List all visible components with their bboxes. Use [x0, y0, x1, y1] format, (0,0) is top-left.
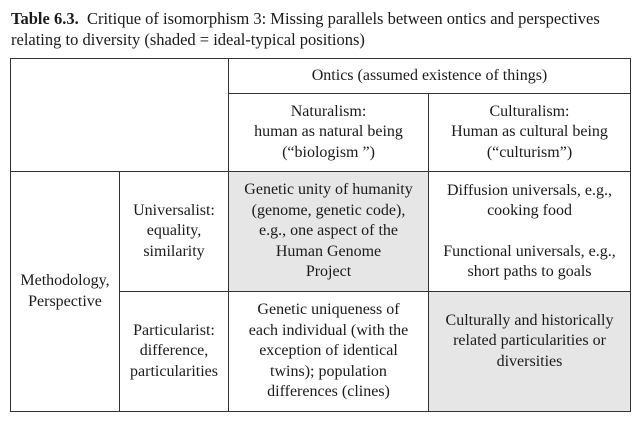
- functional-universals-line-1: Functional universals, e.g.,: [443, 242, 616, 260]
- genetic-uniqueness-line-2: each individual (with the: [248, 321, 409, 339]
- culturalism-subtitle: Human as cultural being: [451, 123, 608, 141]
- cell-particularist-culturalism: [429, 292, 631, 412]
- methodology-label: Methodology,: [20, 272, 110, 289]
- table-number: Table 6.3.: [11, 9, 79, 28]
- perspective-label: Perspective: [28, 292, 102, 310]
- trailing-space: [433, 372, 626, 392]
- table-caption-text: Critique of isomorphism 3: Missing parallels between ontics and perspectives relating to diversity (shaded = ideal-typical positions): [11, 9, 600, 49]
- genetic-uniqueness-line-4: twins); population: [270, 362, 387, 380]
- genetic-unity-line-3: e.g., one aspect of the: [258, 222, 399, 240]
- universalist-row-header: [120, 172, 229, 292]
- cultural-particularities-line-3: diversities: [496, 352, 563, 370]
- universalist-title: Universalist:: [133, 201, 215, 219]
- culturalism-term: (“culturism”): [486, 143, 573, 161]
- genetic-uniqueness-line-5: differences (clines): [267, 383, 390, 401]
- genetic-unity-line-2: (genome, genetic code),: [251, 201, 406, 219]
- genetic-uniqueness-line-3: exception of identical: [259, 342, 398, 360]
- table-caption: [11, 8, 636, 50]
- corner-empty-cell: [11, 59, 229, 172]
- particularist-title: Particularist:: [133, 321, 215, 339]
- diffusion-universals-line-2: cooking food: [487, 202, 572, 219]
- naturalism-term: (“biologism ”): [282, 143, 375, 161]
- cell-particularist-naturalism: [229, 292, 429, 412]
- cultural-particularities-line-2: related particularities or: [453, 332, 606, 350]
- genetic-unity-line-5: Project: [305, 263, 352, 281]
- naturalism-subtitle: human as natural being: [254, 123, 403, 141]
- diffusion-universals-line-1: Diffusion universals, e.g.,: [446, 181, 612, 199]
- functional-universals-line-2: short paths to goals: [467, 263, 592, 280]
- culturalism-header: [429, 94, 631, 172]
- culturalism-title: Culturalism:: [489, 102, 570, 120]
- critique-table: [10, 58, 631, 412]
- naturalism-title: Naturalism:: [290, 102, 367, 120]
- genetic-unity-line-4: Human Genome: [275, 242, 382, 260]
- universalist-line-similarity: similarity: [143, 242, 205, 260]
- universalist-line-equality: equality,: [146, 222, 202, 240]
- paragraph-gap: [433, 222, 626, 242]
- particularist-row-header: [120, 292, 229, 412]
- cell-universalist-naturalism: [229, 172, 429, 292]
- naturalism-header: [229, 94, 429, 172]
- ontics-header: Ontics (assumed existence of things): [229, 59, 631, 94]
- cell-universalist-culturalism: [429, 172, 631, 292]
- methodology-row-header: [11, 172, 120, 412]
- particularist-line-difference: difference,: [139, 342, 209, 360]
- genetic-unity-line-1: Genetic unity of humanity: [244, 181, 413, 199]
- cultural-particularities-line-1: Culturally and historically: [445, 311, 614, 329]
- genetic-uniqueness-line-1: Genetic uniqueness of: [257, 301, 400, 319]
- particularist-line-particularities: particularities: [130, 362, 218, 380]
